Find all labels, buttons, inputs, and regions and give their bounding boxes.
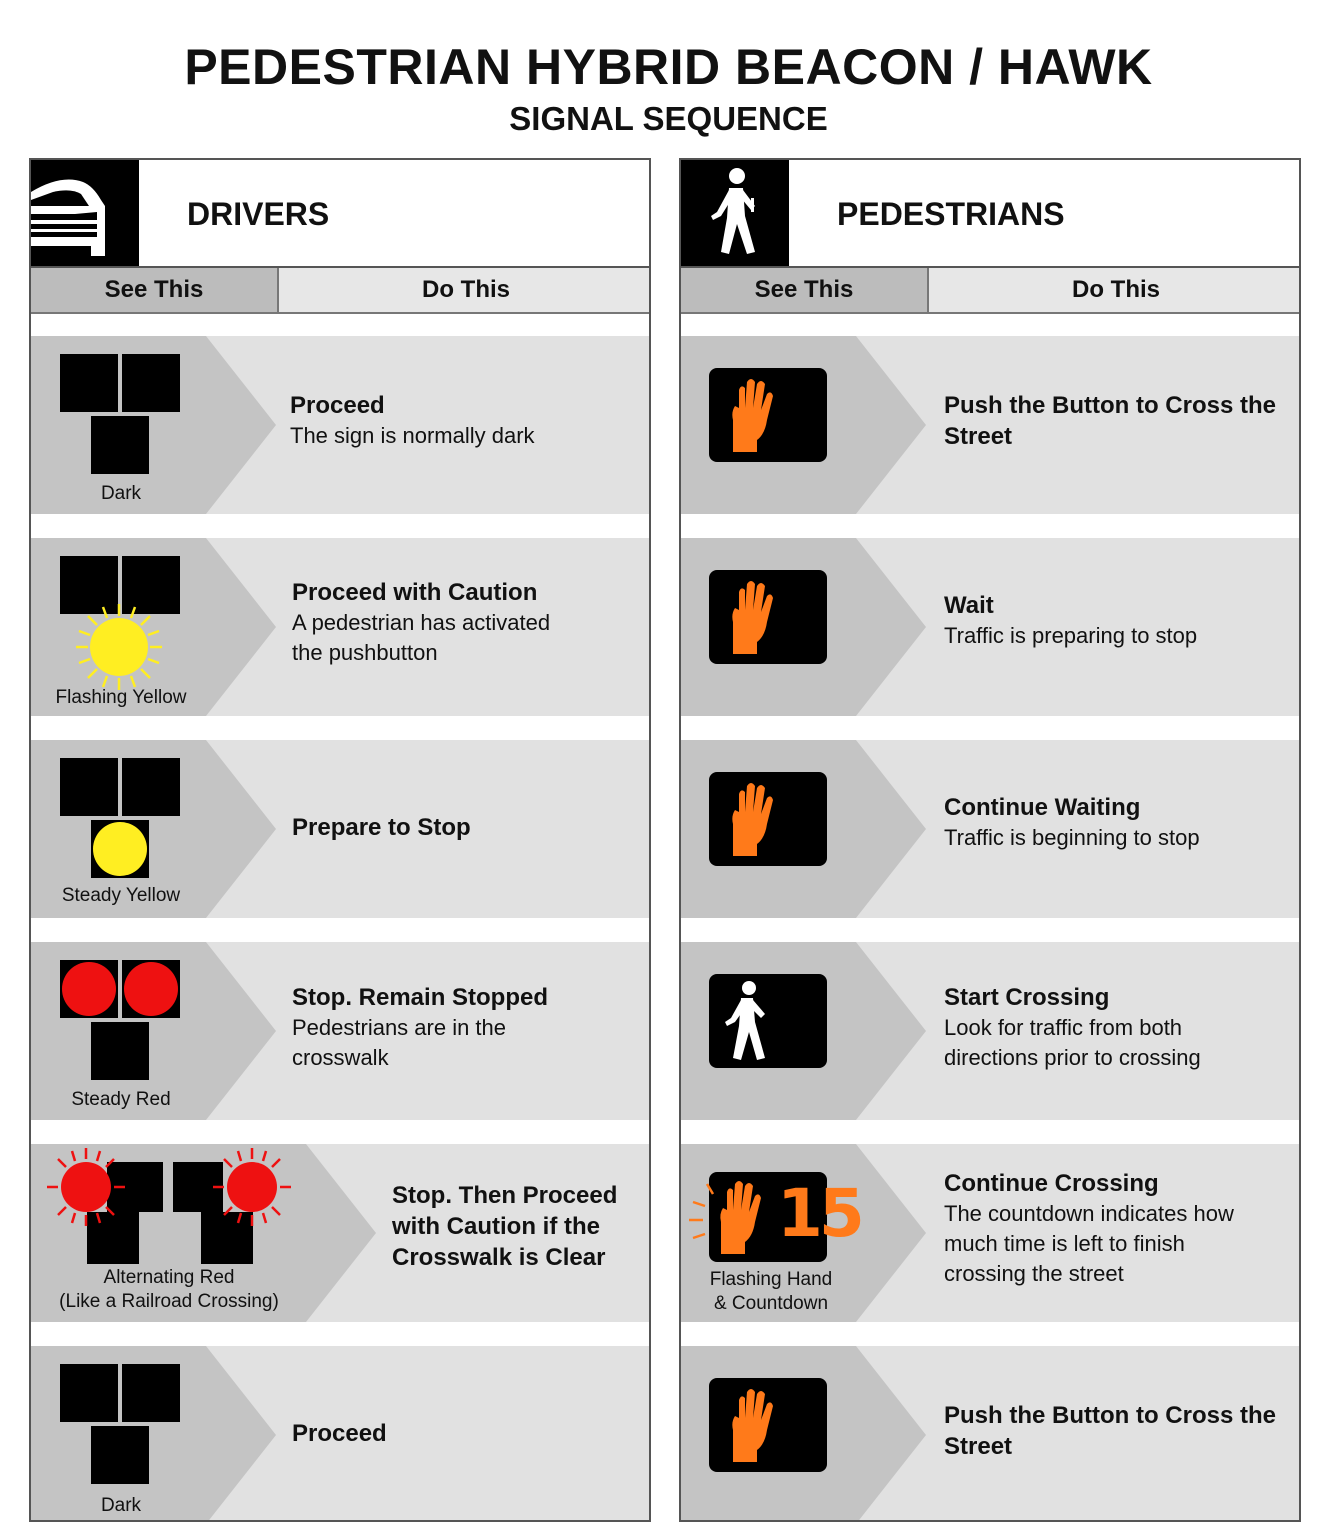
drivers-header — [31, 160, 649, 268]
signal-caption-line2: (Like a Railroad Crossing) — [59, 1291, 279, 1312]
car-icon — [31, 160, 139, 266]
signal-caption: Steady Red — [71, 1089, 171, 1110]
detail-text: Pedestrians are in the crosswalk — [292, 1015, 507, 1070]
action-text: Prepare to Stop — [292, 814, 471, 841]
detail-text: Traffic is preparing to stop — [944, 623, 1198, 648]
detail-text: The sign is normally dark — [290, 423, 535, 448]
action-text: Stop. Remain Stopped — [292, 984, 549, 1011]
page-title: PEDESTRIAN HYBRID BEACON / HAWK — [184, 39, 1153, 95]
action-text: Wait — [944, 592, 994, 619]
hand-signal-icon — [709, 1378, 827, 1472]
hand-signal-icon — [709, 368, 827, 462]
pedestrians-row-5 — [681, 1144, 1299, 1322]
pedestrians-row-1 — [681, 336, 1299, 514]
signal-caption-line1: Flashing Hand — [709, 1269, 833, 1290]
drivers-see-this: See This — [31, 268, 279, 314]
page-subtitle: SIGNAL SEQUENCE — [509, 100, 828, 137]
countdown-display: 15 — [777, 1175, 861, 1252]
beacon-lamp-left — [60, 354, 118, 412]
pedestrians-panel — [679, 158, 1301, 1522]
action-text: Stop. Then Proceed with Caution if the Crosswalk is Clear — [392, 1182, 618, 1271]
beacon-lamp-right — [122, 960, 180, 1018]
beacon-lamp-left — [60, 960, 118, 1018]
signal-caption-line2: & Countdown — [713, 1293, 829, 1314]
signal-caption: Flashing Yellow — [55, 687, 187, 708]
beacon-lamp-right — [122, 354, 180, 412]
drivers-row-6 — [31, 1346, 649, 1522]
action-text: Proceed — [292, 1420, 387, 1447]
signal-caption-line1: Alternating Red — [103, 1267, 235, 1288]
action-text: Push the Button to Cross the Street — [944, 392, 1276, 450]
signal-caption: Dark — [100, 1495, 142, 1516]
pedestrians-row-4 — [681, 942, 1299, 1120]
signal-caption — [31, 1266, 307, 1314]
action-text: Start Crossing — [944, 984, 1110, 1011]
detail-text: Look for traffic from both directions prior to crossing — [944, 1015, 1201, 1070]
pedestrians-do-this: Do This — [929, 268, 1301, 314]
flashing-yellow-lamp-icon — [74, 602, 164, 692]
beacon-lamp-right — [122, 1364, 180, 1422]
flashing-red-lamp-icon — [45, 1146, 127, 1228]
pedestrians-see-this: See This — [681, 268, 929, 314]
drivers-row-1 — [31, 336, 649, 514]
beacon-lamp-left — [60, 1364, 118, 1422]
hand-signal-icon — [709, 570, 827, 664]
action-text: Continue Crossing — [944, 1170, 1159, 1197]
drivers-row-3 — [31, 740, 649, 918]
drivers-row-2 — [31, 538, 649, 716]
signal-caption: Dark — [100, 483, 142, 504]
action-text: Proceed with Caution — [292, 579, 538, 606]
beacon-lamp-left — [60, 758, 118, 816]
walking-person-icon — [709, 974, 827, 1068]
beacon-lamp-bottom — [91, 1022, 149, 1080]
flashing-red-lamp-icon — [211, 1146, 293, 1228]
action-text: Proceed — [290, 392, 385, 419]
detail-text: The countdown indicates how much time is left to finish crossing the street — [944, 1201, 1234, 1286]
detail-text: A pedestrian has activated the pushbutton — [292, 610, 551, 665]
pedestrians-title: PEDESTRIANS — [837, 196, 1065, 232]
pedestrians-row-3 — [681, 740, 1299, 918]
beacon-lamp-right — [122, 758, 180, 816]
detail-text: Traffic is beginning to stop — [944, 825, 1200, 850]
drivers-do-this: Do This — [279, 268, 651, 314]
drivers-row-5 — [31, 1144, 649, 1322]
pedestrians-row-2 — [681, 538, 1299, 716]
drivers-panel — [29, 158, 651, 1522]
action-text: Push the Button to Cross the Street — [944, 1402, 1276, 1460]
signal-caption — [681, 1268, 861, 1316]
signal-caption: Steady Yellow — [61, 885, 181, 906]
action-text: Continue Waiting — [944, 794, 1141, 821]
drivers-row-4 — [31, 942, 649, 1120]
hand-signal-icon — [709, 772, 827, 866]
beacon-lamp-bottom — [91, 416, 149, 474]
pedestrians-row-6 — [681, 1346, 1299, 1522]
pedestrian-icon — [681, 160, 789, 266]
beacon-lamp-bottom — [91, 820, 149, 878]
beacon-lamp-bottom — [91, 1426, 149, 1484]
drivers-title: DRIVERS — [187, 196, 330, 232]
pedestrians-header — [681, 160, 1299, 268]
